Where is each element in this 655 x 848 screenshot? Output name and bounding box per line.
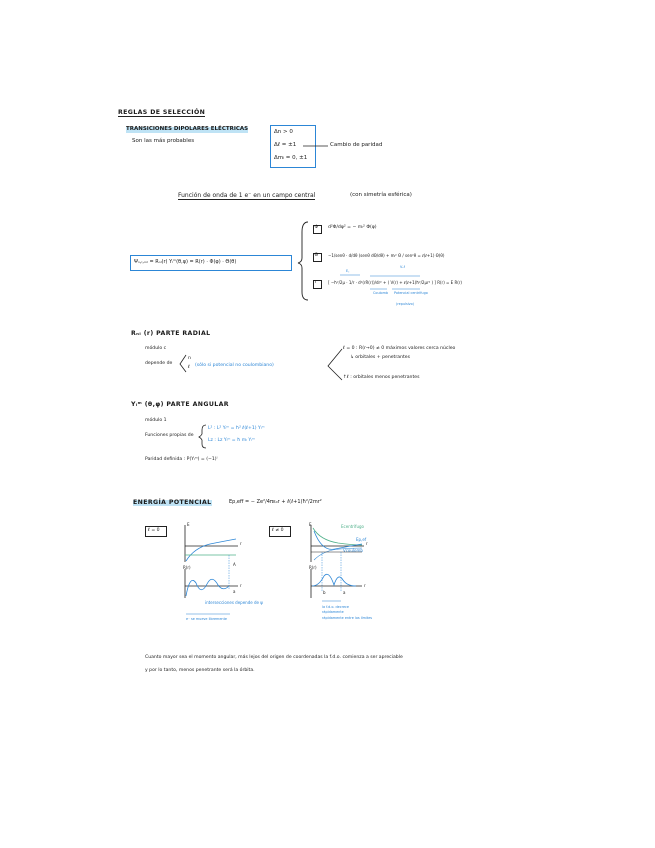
radial-dep-n: n (188, 356, 191, 361)
section-title-reglas: REGLAS DE SELECCIÓN (118, 109, 206, 116)
angular-funciones: Funciones propias de (145, 433, 194, 438)
box-l0-label: ℓ = 0 (148, 528, 160, 533)
radial-small-brace (180, 355, 186, 372)
conclusion-line1: Cuanto mayor sea el momento angular, más lejos del origen de coordenadas la f.d.o. comienza a ser apreciable (145, 655, 403, 660)
right-axis-r: r (366, 541, 368, 546)
label-ep-ef: Ep,ef (356, 537, 367, 542)
radial-luparrow: ↑ℓ : orbitales menos penetrantes (343, 375, 420, 380)
left-axis-e: E (187, 522, 190, 527)
radial-big-brace (328, 349, 342, 380)
radial-depende: depende de (145, 361, 173, 366)
right-coulomb-curve (314, 548, 362, 560)
left-interseccion: intersecciones depende de ψ (205, 600, 263, 605)
angular-lz: Lz : Lz Yₗᵐ = ħ mₗ Yₗᵐ (208, 438, 255, 443)
right-tag-b: b (323, 590, 326, 595)
left-coulomb-curve (186, 539, 236, 561)
radial-potencial-note: (sólo si potencial no coulombiano) (195, 363, 274, 368)
radial-modulo: módulo c (145, 346, 167, 351)
radial-l0: ℓ = 0 : R(r→0) ≠ 0 máximos valores cerca núcleo (343, 346, 456, 351)
rule-l: Δℓ = ±1 (274, 142, 297, 148)
note-probables: Son las más probables (132, 138, 195, 144)
angular-l2: L² : L² Yₗᵐ = ħ² ℓ(ℓ+1) Yₗᵐ (208, 426, 265, 431)
angular-title: Yₗᵐ (θ,φ) PARTE ANGULAR (131, 401, 229, 408)
left-tag-a2: a (233, 589, 236, 594)
right-tag-a: a (343, 590, 346, 595)
label-entre-limites: rápidamente entre los límites (322, 616, 373, 620)
left-tag-a: A (233, 562, 236, 567)
box-r-label: r (315, 280, 317, 285)
left-axis-r2: r (240, 583, 242, 588)
right-axis-r2: r (364, 583, 366, 588)
left-axis-r: r (240, 541, 242, 546)
left-axis-Rr: R(r) (183, 565, 191, 570)
label-coulomb: Coulomb (373, 291, 389, 295)
left-R-curve (186, 579, 229, 596)
radial-dep-l: ℓ (188, 365, 190, 370)
eq-theta: −1/senθ · d/dθ (senθ dΘ/dθ) + mₗ² Θ / sen²θ = ℓ(ℓ+1) Θ(θ) (328, 253, 445, 258)
label-vcoulomb: Vcoulomb (343, 548, 363, 553)
left-e-libre: e⁻ se mueve libremente (186, 617, 227, 621)
radial-title: Rₙₗ (r) PARTE RADIAL (131, 330, 211, 337)
energia-title: ENERGÍA POTENCIAL (133, 499, 212, 506)
angular-paridad: Paridad definida : P(Yₗᵐ) = (−1)ˡ (145, 457, 218, 462)
rule-n: Δn > 0 (274, 129, 293, 135)
right-axis-e: E (309, 522, 312, 527)
label-vef: Vₑf (400, 265, 405, 269)
box-lne0-label: ℓ ≠ 0 (272, 528, 284, 533)
eq-r: [ −ħ²/2μ · 1/r · d²(rR(r))/dr² + ( V(r) + ℓ(ℓ+1)ħ²/2μr² ) ] R(r) = E R(r) (328, 280, 462, 285)
box-phi-label: Φ (314, 225, 319, 230)
radial-l0b: ↳ orbitales + penetrantes (350, 355, 410, 360)
angular-brace (199, 425, 206, 448)
label-repulsivo: (repulsivo) (396, 302, 415, 306)
right-R-curve (312, 574, 356, 586)
label-rapida: rápidamente (322, 610, 344, 614)
funcion-title-paren: (con simetría esférica) (350, 192, 412, 198)
energia-formula: Ep,eff = − Ze²/4πε₀r + ℓ(ℓ+1)ħ²/2mr² (229, 499, 322, 505)
right-eff-curve (314, 531, 362, 549)
eq-phi: d²Φ/dφ² = − mₗ² Φ(φ) (328, 225, 377, 230)
funcion-title: Función de onda de 1 e⁻ en un campo central (178, 192, 316, 199)
paridad-note: Cambio de paridad (330, 142, 383, 148)
label-ec: E꜀ (346, 269, 350, 273)
label-pot-cent: Potencial centrífugo (394, 291, 428, 295)
rule-m: Δmₗ = 0, ±1 (274, 155, 308, 161)
conclusion-line2: y por lo tanto, menos penetrante será la órbita. (145, 668, 255, 673)
label-centrifugo: Ecentrífugo (341, 524, 364, 529)
right-axis-Rr: R(r) (309, 565, 317, 570)
angular-modulo: módulo 1 (145, 418, 167, 423)
brace-equations (298, 222, 308, 300)
label-la-fdo: la f.d.o. decrece (322, 605, 349, 609)
subtitle-transiciones: TRANSICIONES DIPOLARES ELÉCTRICAS (126, 126, 249, 132)
box-theta-label: Θ (314, 253, 319, 258)
psi-equation: Ψₙ,ₗ,ₘₗ = Rₙₗ(r) Yₗᵐ(θ,φ) = R(r) · Φ(φ) · Θ(θ) (134, 259, 237, 265)
